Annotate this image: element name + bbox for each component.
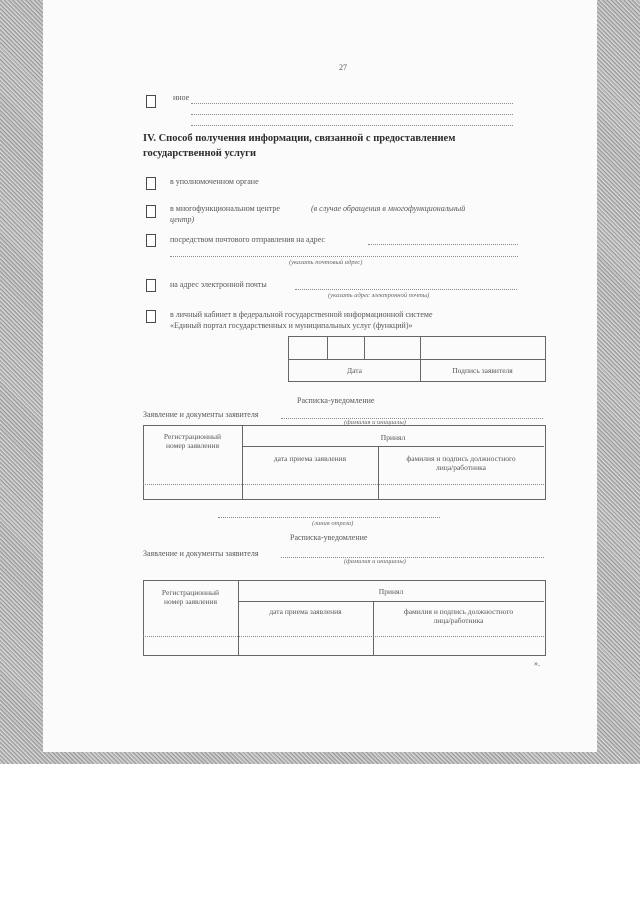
receipt-title: Расписка-уведомление xyxy=(297,396,375,405)
date-cell-divider-1 xyxy=(327,336,328,359)
option-post-label: посредством почтового отправления на адрес xyxy=(170,235,325,244)
option-epgu-label: в личный кабинет в федеральной государственной информационной системе xyxy=(170,310,433,319)
receipt-reg-number-header-line2: номер заявления xyxy=(165,441,220,450)
post-address-line-1 xyxy=(368,244,518,245)
email-caption: (указать адрес электронной почты) xyxy=(328,292,430,299)
receipt-2-reg-number-header xyxy=(143,588,238,606)
option-authority-label: в уполномоченном органе xyxy=(170,177,259,186)
receipt-2-name-line xyxy=(281,557,544,558)
receipt-reg-number-header-line1: Регистрационный xyxy=(163,432,222,441)
receipt-officer-header-line1: фамилия и подпись должностного xyxy=(406,454,516,463)
option-email-label: на адрес электронной почты xyxy=(170,280,267,289)
receipt-2-title: Расписка-уведомление xyxy=(290,533,368,542)
checkbox-post[interactable] xyxy=(146,234,156,247)
other-line-2 xyxy=(191,114,513,115)
receipt-officer-header-line2: лица/работника xyxy=(436,463,486,472)
receipt-officer-header xyxy=(378,454,544,472)
receipt-reg-number-header xyxy=(143,432,242,450)
checkbox-mfc[interactable] xyxy=(146,205,156,218)
receipt-2-officer-header-line1: фамилия и подпись должностного xyxy=(403,607,514,616)
signature-label: Подпись заявителя xyxy=(452,366,513,375)
option-mfc-note: (в случае обращения в многофункциональный xyxy=(311,204,466,213)
receipt-name-caption: (фамилия и инициалы) xyxy=(344,419,406,426)
receipt-2-line-label: Заявление и документы заявителя xyxy=(143,549,259,558)
receipt-2-reg-number-header-line1: Регистрационный xyxy=(161,588,220,597)
receipt-name-line xyxy=(281,418,543,419)
receipt-header-divider xyxy=(242,446,544,447)
receipt-accepted-header: Принял xyxy=(380,433,406,442)
receipt-2-header-divider xyxy=(238,601,544,602)
checkbox-authority[interactable] xyxy=(146,177,156,190)
option-mfc-label: в многофункциональном центре xyxy=(170,204,280,213)
continuation-mark: ». xyxy=(534,659,540,668)
section-title: IV. Способ получения информации, связанной с предоставлением xyxy=(143,133,456,144)
checkbox-epgu[interactable] xyxy=(146,310,156,323)
section-title-2: государственной услуги xyxy=(143,148,256,159)
date-cell-divider-2 xyxy=(364,336,365,359)
checkbox-email[interactable] xyxy=(146,279,156,292)
option-mfc-note-2: центр) xyxy=(170,215,195,224)
email-line xyxy=(295,289,517,290)
receipt-line-label: Заявление и документы заявителя xyxy=(143,410,259,419)
receipt-date-header: дата приема заявления xyxy=(273,454,347,463)
page-number: 27 xyxy=(339,63,347,72)
receipt-2-date-header: дата приема заявления xyxy=(269,607,342,616)
receipt-2-name-caption: (фамилия и инициалы) xyxy=(344,558,406,565)
receipt-2-officer-header-line2: лица/работника xyxy=(433,616,484,625)
receipt-row-line xyxy=(143,484,544,485)
signature-table-divider xyxy=(288,359,545,360)
other-line-1 xyxy=(191,103,513,104)
cut-line-caption: (линия отреза) xyxy=(312,520,354,527)
receipt-2-officer-header xyxy=(373,607,544,625)
receipt-2-reg-number-header-line2: номер заявления xyxy=(163,597,218,606)
cut-line xyxy=(218,517,440,518)
option-other-label: иное xyxy=(173,93,190,102)
checkbox-other[interactable] xyxy=(146,95,156,108)
post-address-line-2 xyxy=(170,256,518,257)
post-address-caption: (указать почтовый адрес) xyxy=(289,259,363,266)
receipt-2-row-line xyxy=(143,636,544,637)
other-line-3 xyxy=(191,125,513,126)
receipt-2-accepted-header: Принял xyxy=(378,587,404,596)
option-epgu-label-2: «Единый портал государственных и муниципальных услуг (функций)» xyxy=(170,321,413,330)
date-label: Дата xyxy=(347,366,362,375)
